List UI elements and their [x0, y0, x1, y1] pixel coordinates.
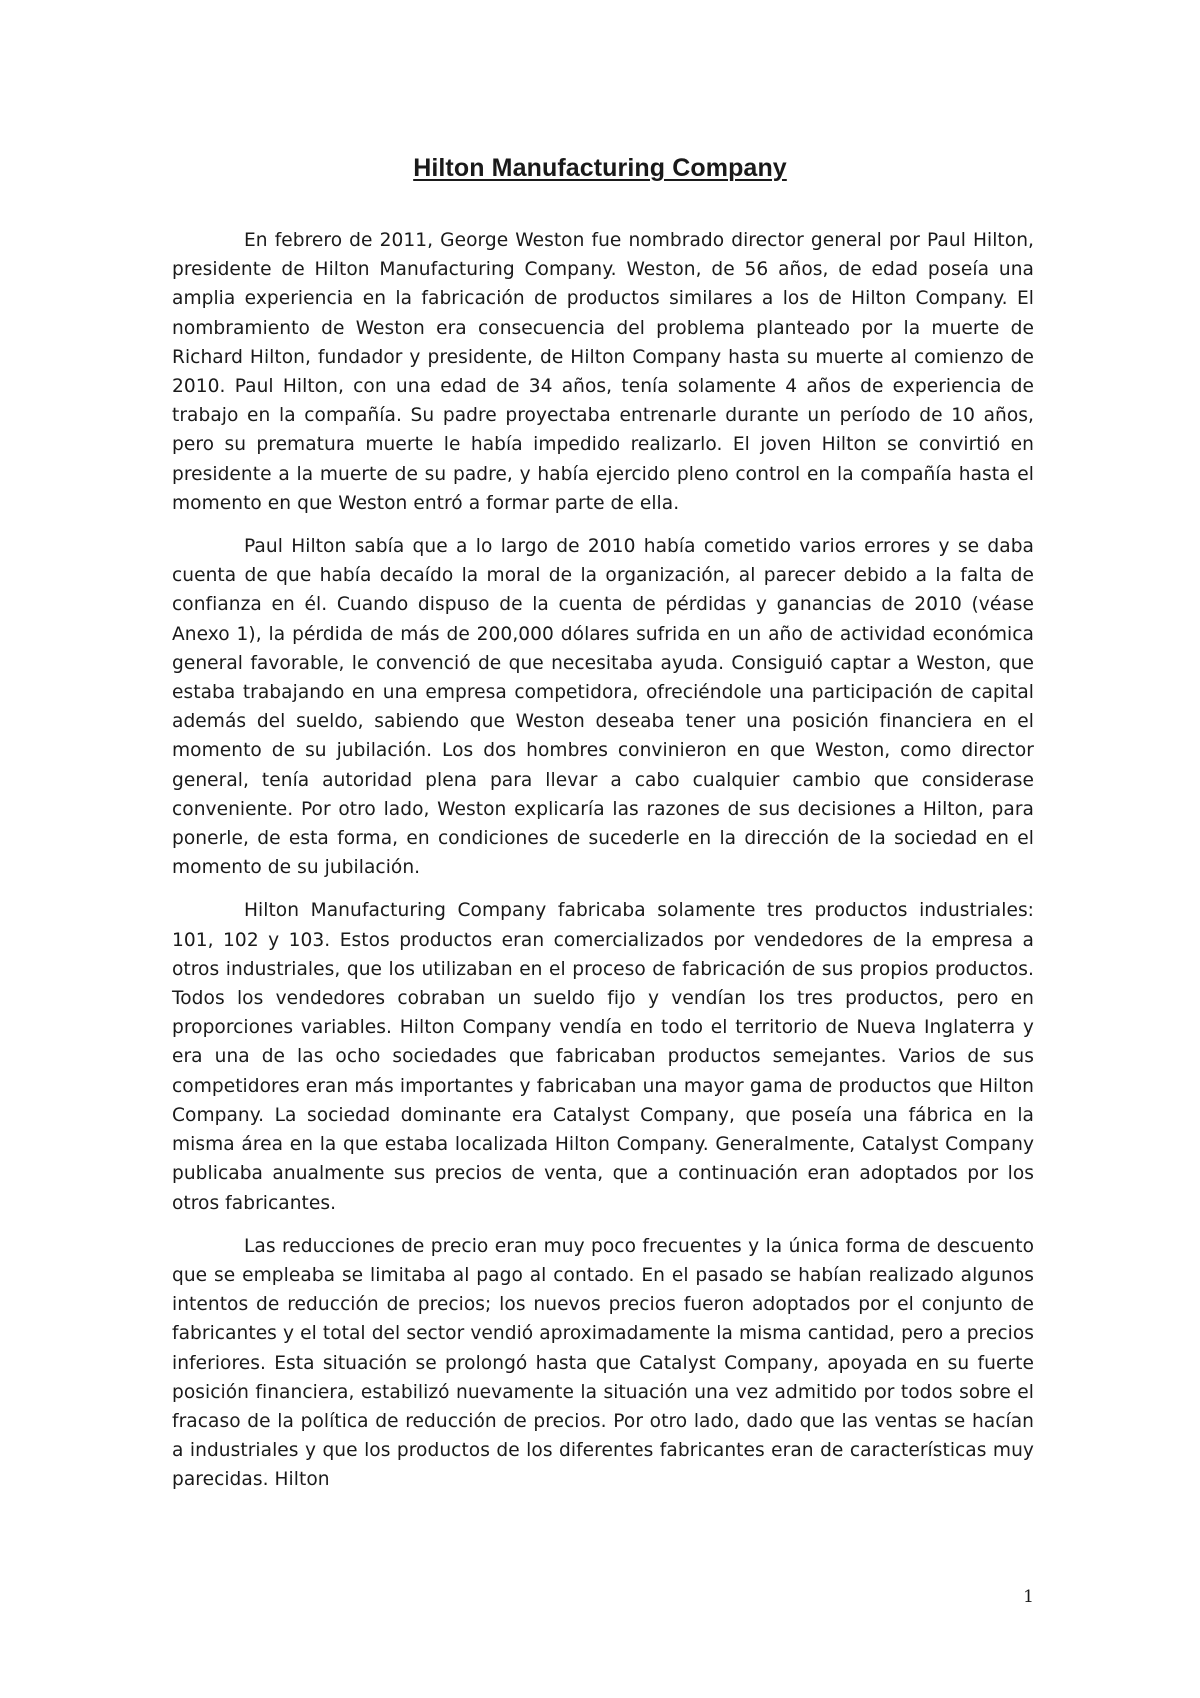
paragraph-2: Paul Hilton sabía que a lo largo de 2010 había cometido varios errores y se daba cuenta de que había decaído la moral de la organización, al parecer debido a la falta de confianza en él. Cuando dispuso de la cuenta de pérdidas y ganancias de 2010 (véase Anexo 1), la pérdida de más de 200,000 dólares sufrida en un año de actividad económica general favorable, le convenció de que necesitaba ayuda. Consiguió captar a Weston, que estaba trabajando en una empresa competidora, ofreciéndole una participación de capital además del sueldo, sabiendo que Weston deseaba tener una posición financiera en el momento de su jubilación. Los dos hombres convinieron en que Weston, como director general, tenía autoridad plena para llevar a cabo cualquier cambio que considerase conveniente. Por otro lado, Weston explicaría las razones de sus decisiones a Hilton, para ponerle, de esta forma, en condiciones de sucederle en la dirección de la sociedad en el momento de su jubilación.	[172, 536, 1034, 879]
document-body	[172, 226, 1034, 1509]
paragraph-1: En febrero de 2011, George Weston fue nombrado director general por Paul Hilton, presidente de Hilton Manufacturing Company. Weston, de 56 años, de edad poseía una amplia experiencia en la fabricación de productos similares a los de Hilton Company. El nombramiento de Weston era consecuencia del problema planteado por la muerte de Richard Hilton, fundador y presidente, de Hilton Company hasta su muerte al comienzo de 2010. Paul Hilton, con una edad de 34 años, tenía solamente 4 años de experiencia de trabajo en la compañía. Su padre proyectaba entrenarle durante un período de 10 años, pero su prematura muerte le había impedido realizarlo. El joven Hilton se convirtió en presidente a la muerte de su padre, y había ejercido pleno control en la compañía hasta el momento en que Weston entró a formar parte de ella.	[172, 230, 1034, 514]
paragraph-3: Hilton Manufacturing Company fabricaba solamente tres productos industriales: 101, 102 y 103. Estos productos eran comercializados por vendedores de la empresa a otros industriales, que los utilizaban en el proceso de fabricación de sus propios productos. Todos los vendedores cobraban un sueldo fijo y vendían los tres productos, pero en proporciones variables. Hilton Company vendía en todo el territorio de Nueva Inglaterra y era una de las ocho sociedades que fabricaban productos semejantes. Varios de sus competidores eran más importantes y fabricaban una mayor gama de productos que Hilton Company. La sociedad dominante era Catalyst Company, que poseía una fábrica en la misma área en la que estaba localizada Hilton Company. Generalmente, Catalyst Company publicaba anualmente sus precios de venta, que a continuación eran adoptados por los otros fabricantes.	[172, 900, 1034, 1214]
paragraph-4: Las reducciones de precio eran muy poco frecuentes y la única forma de descuento que se empleaba se limitaba al pago al contado. En el pasado se habían realizado algunos intentos de reducción de precios; los nuevos precios fueron adoptados por el conjunto de fabricantes y el total del sector vendió aproximadamente la misma cantidad, pero a precios inferiores. Esta situación se prolongó hasta que Catalyst Company, apoyada en su fuerte posición financiera, estabilizó nuevamente la situación una vez admitido por todos sobre el fracaso de la política de reducción de precios. Por otro lado, dado que las ventas se hacían a industriales y que los productos de los diferentes fabricantes eran de características muy parecidas. Hilton	[172, 1235, 1034, 1491]
document-title: Hilton Manufacturing Company	[413, 154, 787, 182]
page-number: 1	[1023, 1587, 1034, 1607]
